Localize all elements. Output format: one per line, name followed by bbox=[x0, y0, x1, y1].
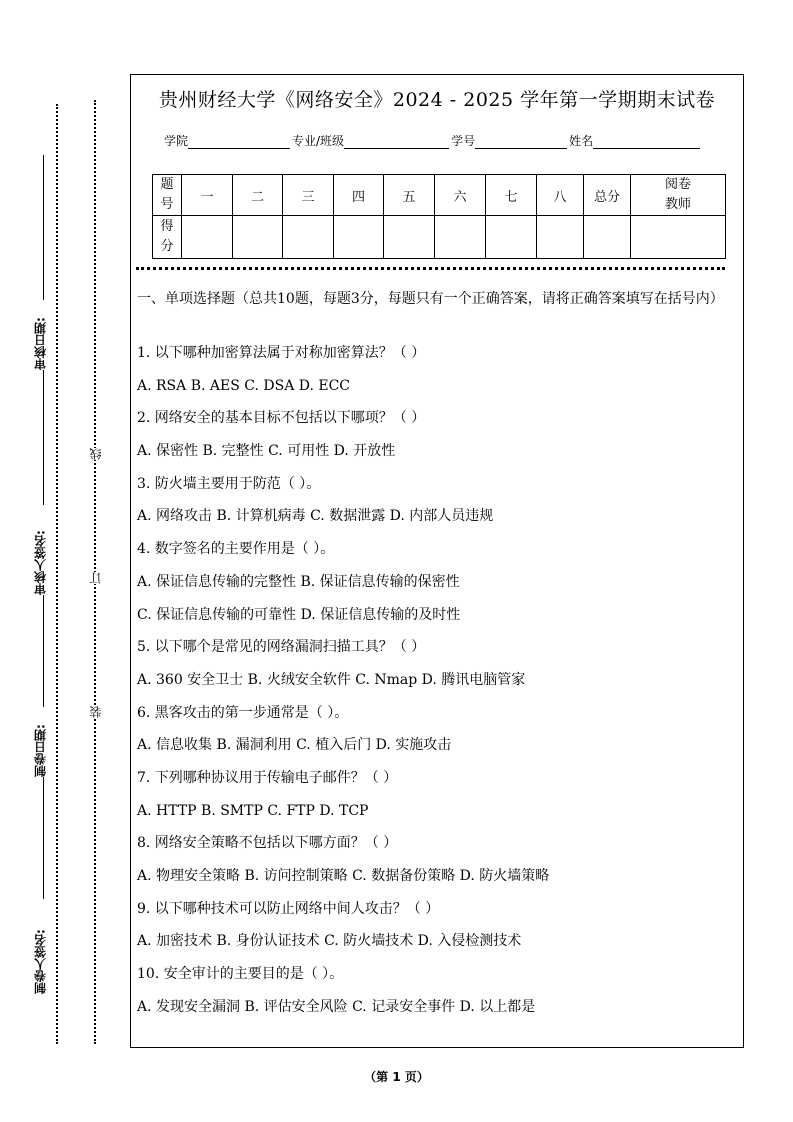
score-cell[interactable] bbox=[334, 216, 384, 259]
question-text: 9. 以下哪种技术可以防止网络中间人攻击？（ ） bbox=[137, 900, 440, 917]
question-text: 8. 网络安全策略不包括以下哪方面？（ ） bbox=[137, 835, 398, 852]
student-id-field[interactable] bbox=[475, 134, 567, 149]
section-heading: 一、单项选择题（总共10题，每题3分，每题只有一个正确答案，请将正确答案填写在括号内） bbox=[137, 291, 724, 307]
review-date-label: 审核日期: bbox=[33, 317, 48, 370]
exam-title: 贵州财经大学《网络安全》2024 - 2025 学年第一学期期末试卷 bbox=[158, 89, 716, 111]
question-options: A. HTTP B. SMTP C. FTP D. TCP bbox=[137, 802, 369, 819]
score-cell[interactable] bbox=[233, 216, 283, 259]
college-label: 学院 bbox=[164, 134, 189, 148]
question-text: 6. 黑客攻击的第一步通常是（ ）。 bbox=[137, 704, 349, 721]
score-cell[interactable] bbox=[384, 216, 435, 259]
question-options: A. 发现安全漏洞 B. 评估安全风险 C. 记录安全事件 D. 以上都是 bbox=[137, 998, 536, 1015]
column-header: 四 bbox=[334, 175, 384, 216]
signature-line-exam-date bbox=[43, 595, 44, 707]
major-class-label: 专业/班级 bbox=[292, 134, 345, 148]
question-number-header: 题号 bbox=[153, 175, 182, 216]
signature-line-exam-maker bbox=[43, 777, 44, 899]
question-list bbox=[137, 341, 737, 1027]
score-cell[interactable] bbox=[486, 216, 537, 259]
grader-header: 阅卷教师 bbox=[631, 175, 726, 216]
column-header: 五 bbox=[384, 175, 435, 216]
score-cell[interactable] bbox=[182, 216, 233, 259]
exam-date-label: 制卷日期: bbox=[33, 724, 48, 777]
question-options: A. 保证信息传输的完整性 B. 保证信息传输的保密性 bbox=[137, 573, 460, 590]
reviewer-signature-label: 审核人签名: bbox=[33, 530, 48, 595]
column-header: 总分 bbox=[584, 175, 631, 216]
score-cell[interactable] bbox=[283, 216, 334, 259]
column-header: 一 bbox=[182, 175, 233, 216]
question-text: 7. 下列哪种协议用于传输电子邮件？（ ） bbox=[137, 769, 398, 786]
exam-maker-signature-label: 制卷人签名: bbox=[33, 929, 48, 994]
question-options: A. 保密性 B. 完整性 C. 可用性 D. 开放性 bbox=[137, 443, 396, 460]
question-options: A. 物理安全策略 B. 访问控制策略 C. 数据备份策略 D. 防火墙策略 bbox=[137, 868, 550, 884]
column-header: 八 bbox=[537, 175, 584, 216]
binding-char-pack: 装 bbox=[89, 706, 103, 718]
column-header: 三 bbox=[283, 175, 334, 216]
name-field[interactable] bbox=[593, 134, 700, 149]
student-id-label: 学号 bbox=[451, 134, 476, 148]
column-header: 二 bbox=[233, 175, 283, 216]
question-text: 5. 以下哪个是常见的网络漏洞扫描工具？（ ） bbox=[137, 639, 426, 656]
score-table bbox=[152, 174, 726, 259]
question-text: 3. 防火墙主要用于防范（ ）。 bbox=[137, 475, 321, 492]
signature-line-reviewer bbox=[43, 370, 44, 505]
name-label: 姓名 bbox=[569, 134, 594, 148]
page-number: （第 1 页） bbox=[364, 1070, 429, 1084]
major-class-field[interactable] bbox=[344, 134, 449, 149]
column-header: 六 bbox=[435, 175, 486, 216]
student-info-row bbox=[164, 132, 702, 149]
question-options: A. 信息收集 B. 漏洞利用 C. 植入后门 D. 实施攻击 bbox=[137, 737, 452, 754]
dotted-separator bbox=[136, 267, 725, 270]
question-options: A. RSA B. AES C. DSA D. ECC bbox=[137, 377, 351, 394]
question-text: 10. 安全审计的主要目的是（ ）。 bbox=[137, 966, 344, 983]
question-options: A. 360 安全卫士 B. 火绒安全软件 C. Nmap D. 腾讯电脑管家 bbox=[137, 671, 526, 688]
score-row-header: 得分 bbox=[153, 216, 182, 259]
binding-char-bind: 订 bbox=[89, 572, 103, 584]
signature-line-review-date bbox=[43, 155, 44, 300]
score-cell[interactable] bbox=[435, 216, 486, 259]
question-text: 1. 以下哪种加密算法属于对称加密算法？（ ） bbox=[137, 345, 426, 361]
question-text: 4. 数字签名的主要作用是（ ）。 bbox=[137, 541, 335, 558]
question-text: 2. 网络安全的基本目标不包括以下哪项？（ ） bbox=[137, 410, 426, 427]
score-cell[interactable] bbox=[631, 216, 726, 259]
college-field[interactable] bbox=[188, 134, 290, 149]
exam-frame bbox=[130, 74, 744, 1048]
question-options: A. 网络攻击 B. 计算机病毒 C. 数据泄露 D. 内部人员违规 bbox=[137, 508, 494, 525]
score-cell[interactable] bbox=[537, 216, 584, 259]
question-options: A. 加密技术 B. 身份认证技术 C. 防火墙技术 D. 入侵检测技术 bbox=[137, 933, 522, 950]
column-header: 七 bbox=[486, 175, 537, 216]
score-cell[interactable] bbox=[584, 216, 631, 259]
question-options: C. 保证信息传输的可靠性 D. 保证信息传输的及时性 bbox=[137, 606, 461, 623]
binding-char-line: 线 bbox=[89, 448, 103, 460]
